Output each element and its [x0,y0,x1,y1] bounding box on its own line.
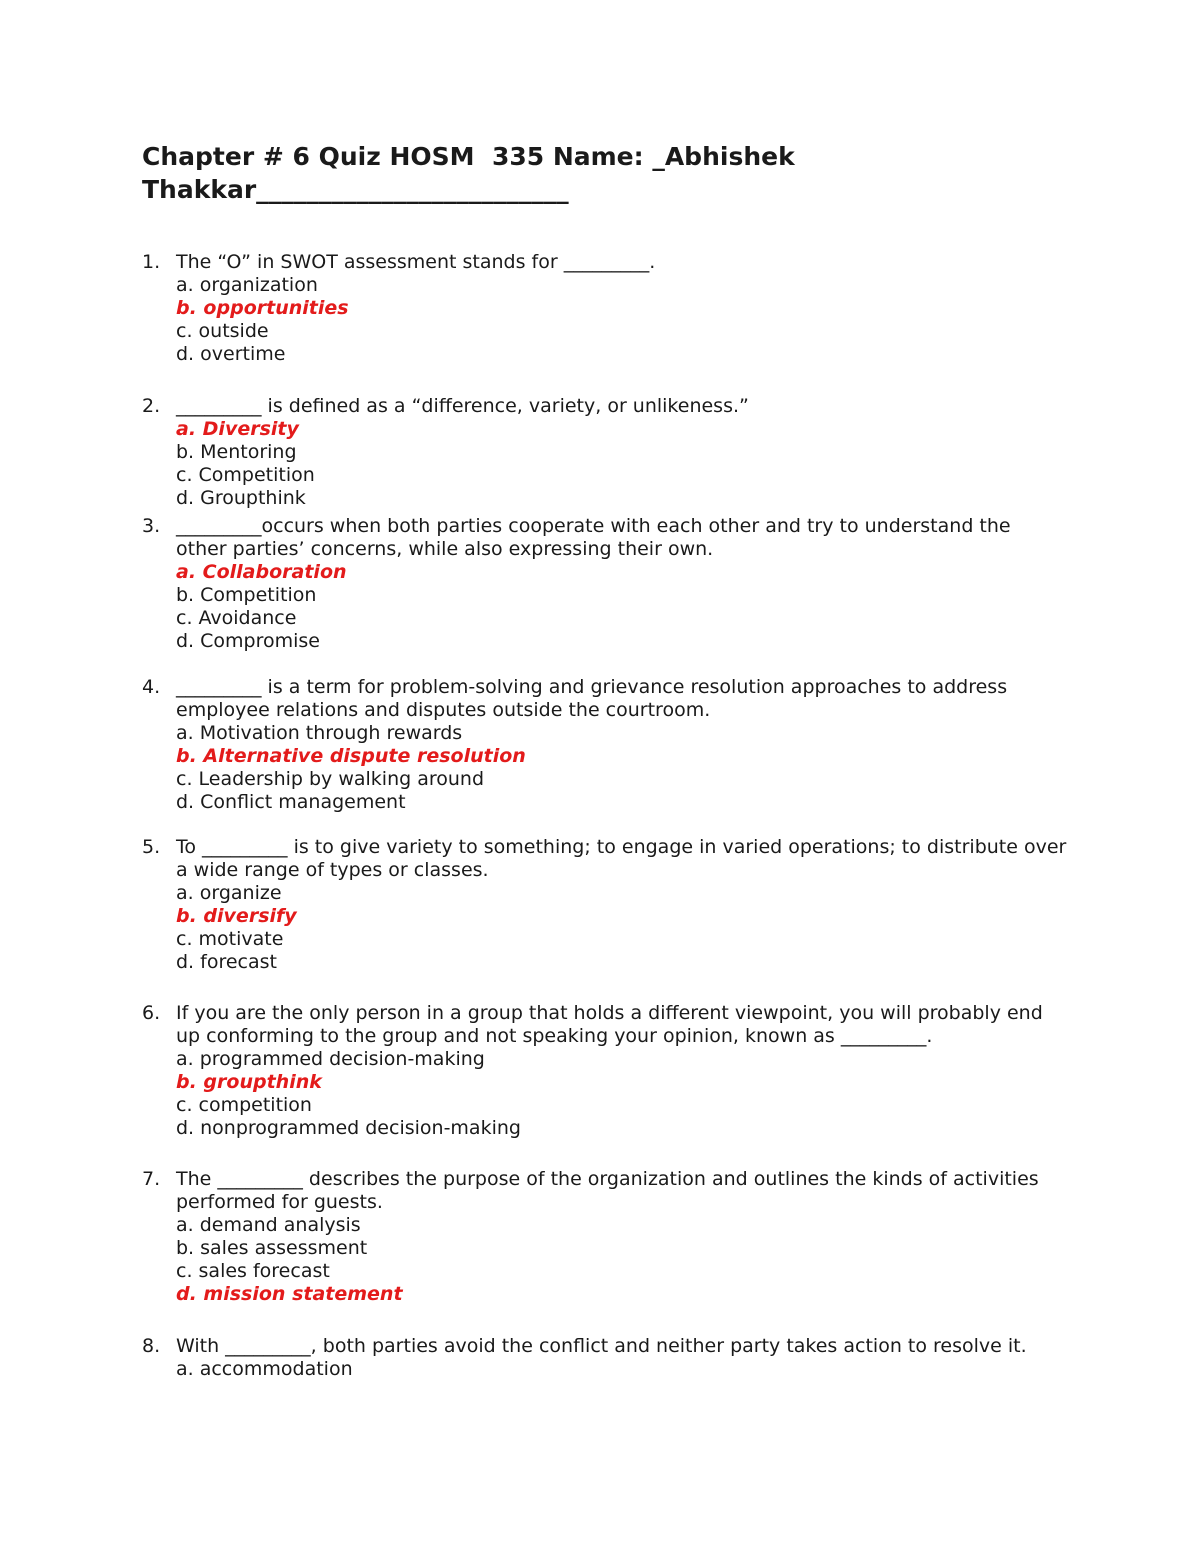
title-line-1: Chapter # 6 Quiz HOSM 335 Name: _Abhishek [142,142,795,171]
correct-answer-option: a. Collaboration [176,561,347,583]
correct-answer-option: a. Diversity [176,418,299,440]
question-7 [142,1168,1067,1306]
question-3 [142,515,1067,653]
question-text: The “O” in SWOT assessment stands for _________. [176,251,656,273]
answer-option: c. competition [176,1094,312,1116]
answer-option: d. Compromise [176,630,320,652]
question-number: 8. [142,1335,161,1357]
question-number: 4. [142,676,161,698]
correct-answer-option: b. Alternative dispute resolution [176,745,526,767]
question-text: To _________ is to give variety to something; to engage in varied operations; to distribute over a wide range of types or classes. [176,836,1067,881]
answer-option: d. nonprogrammed decision-making [176,1117,521,1139]
answer-option: d. Conflict management [176,791,406,813]
answer-option: c. sales forecast [176,1260,330,1282]
correct-answer-option: b. groupthink [176,1071,322,1093]
answer-option: b. Competition [176,584,317,606]
question-text: If you are the only person in a group that holds a different viewpoint, you will probably end up conforming to the group and not speaking your opinion, known as _________. [176,1002,1043,1047]
answer-option: c. outside [176,320,269,342]
question-number: 7. [142,1168,161,1190]
answer-option: a. Motivation through rewards [176,722,463,744]
answer-option: b. Mentoring [176,441,297,463]
question-5 [142,836,1067,974]
question-number: 1. [142,251,161,273]
answer-option: c. Competition [176,464,315,486]
answer-option: a. organization [176,274,318,296]
correct-answer-option: d. mission statement [176,1283,403,1305]
question-number: 2. [142,395,161,417]
answer-option: d. Groupthink [176,487,306,509]
question-text: With _________, both parties avoid the conflict and neither party takes action to resolve it. [176,1335,1027,1357]
correct-answer-option: b. opportunities [176,297,349,319]
answer-option: a. organize [176,882,282,904]
question-1 [142,251,1067,366]
title-line-2: Thakkar_________________________ [142,175,569,204]
question-text: _________ is defined as a “difference, variety, or unlikeness.” [176,395,749,417]
question-text: _________ is a term for problem-solving and grievance resolution approaches to address employee relations and disputes outside the courtroom. [176,676,1008,721]
question-4 [142,676,1067,814]
answer-option: a. demand analysis [176,1214,361,1236]
question-number: 3. [142,515,161,537]
question-number: 6. [142,1002,161,1024]
answer-option: a. accommodation [176,1358,353,1380]
question-text: _________occurs when both parties cooperate with each other and try to understand the other parties’ concerns, while also expressing their own. [176,515,1011,560]
question-6 [142,1002,1067,1140]
answer-option: d. forecast [176,951,277,973]
answer-option: a. programmed decision-making [176,1048,485,1070]
correct-answer-option: b. diversify [176,905,297,927]
answer-option: c. motivate [176,928,284,950]
answer-option: c. Leadership by walking around [176,768,485,790]
answer-option: c. Avoidance [176,607,297,629]
question-8 [142,1335,1067,1381]
quiz-title [142,140,1042,206]
answer-option: d. overtime [176,343,286,365]
answer-option: b. sales assessment [176,1237,368,1259]
question-text: The _________ describes the purpose of the organization and outlines the kinds of activities performed for guests. [176,1168,1039,1213]
question-number: 5. [142,836,161,858]
question-2 [142,395,1067,510]
